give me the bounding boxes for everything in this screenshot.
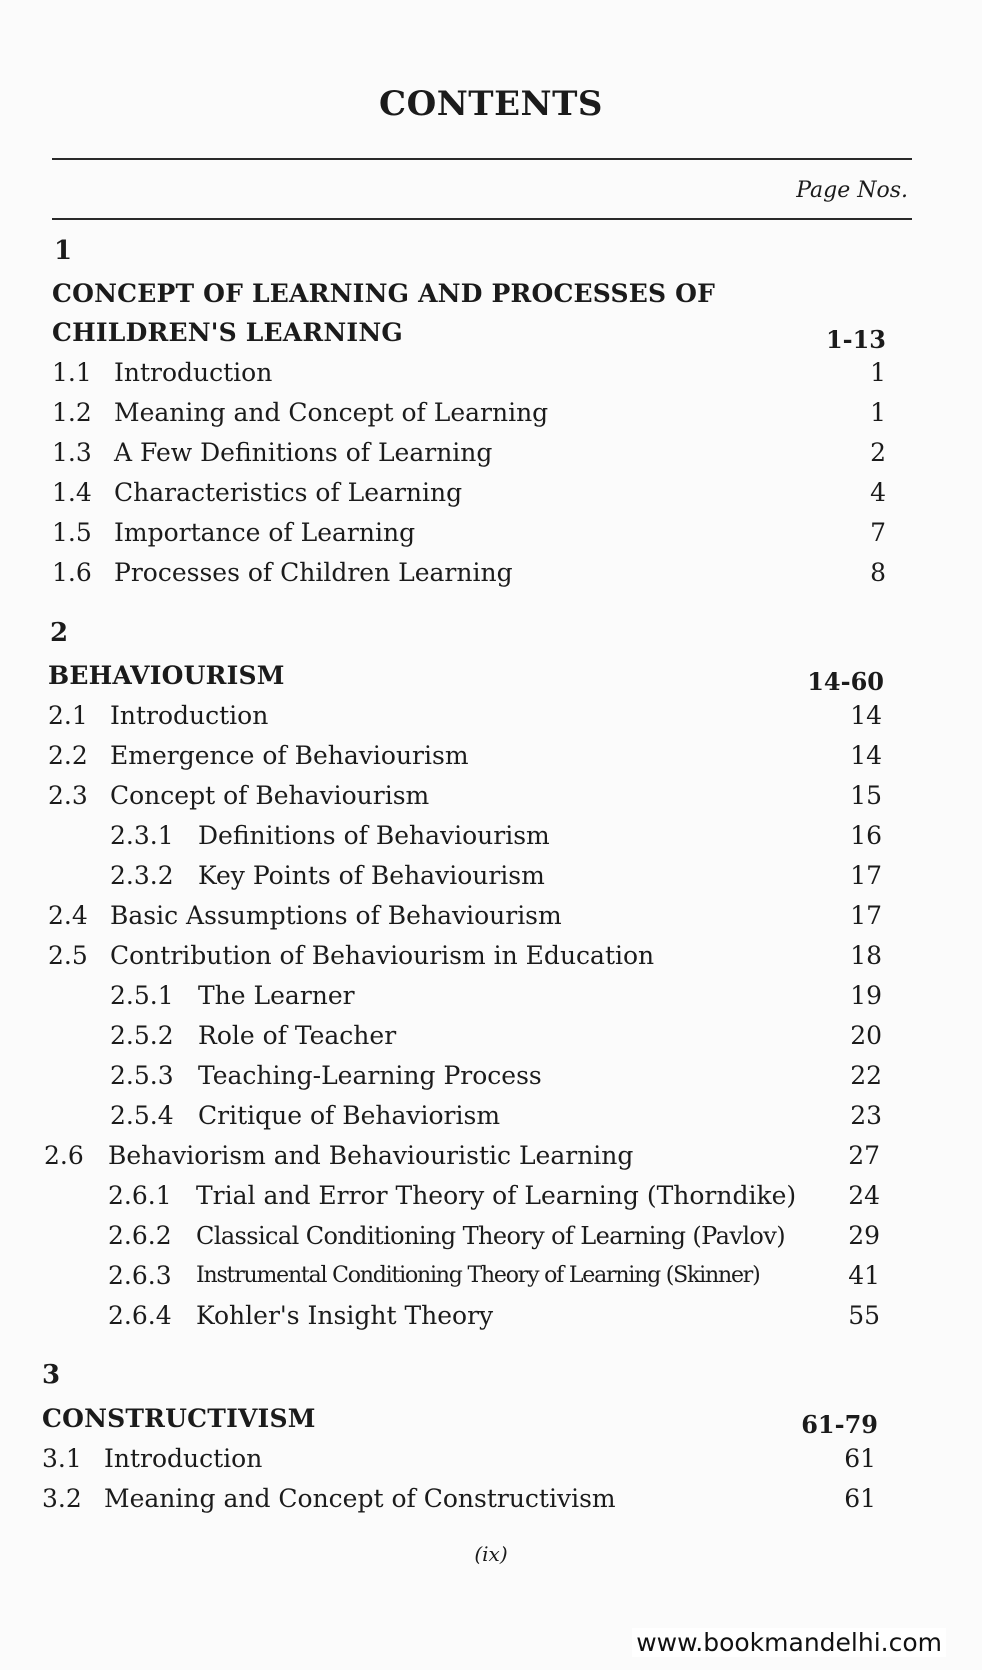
- page-title: CONTENTS: [379, 84, 603, 124]
- chapter-title: CHILDREN'S LEARNING: [52, 318, 403, 347]
- page-number: (ix): [474, 1542, 508, 1566]
- chapter-page-range: 14-60: [807, 667, 884, 696]
- header-rule: [52, 218, 912, 220]
- chapter-title: BEHAVIOURISM: [48, 661, 285, 690]
- chapter-title: CONCEPT OF LEARNING AND PROCESSES OF: [52, 279, 716, 308]
- page-nos-label: Page Nos.: [796, 178, 908, 203]
- chapter-number: 2: [50, 618, 69, 648]
- chapter-page-range: 61-79: [801, 1410, 878, 1439]
- top-rule: [52, 158, 912, 160]
- chapter-title: CONSTRUCTIVISM: [42, 1404, 316, 1433]
- watermark-url: www.bookmandelhi.com: [632, 1628, 946, 1657]
- chapter-number: 1: [54, 236, 73, 266]
- chapter-number: 3: [42, 1360, 61, 1390]
- chapter-page-range: 1-13: [825, 325, 886, 354]
